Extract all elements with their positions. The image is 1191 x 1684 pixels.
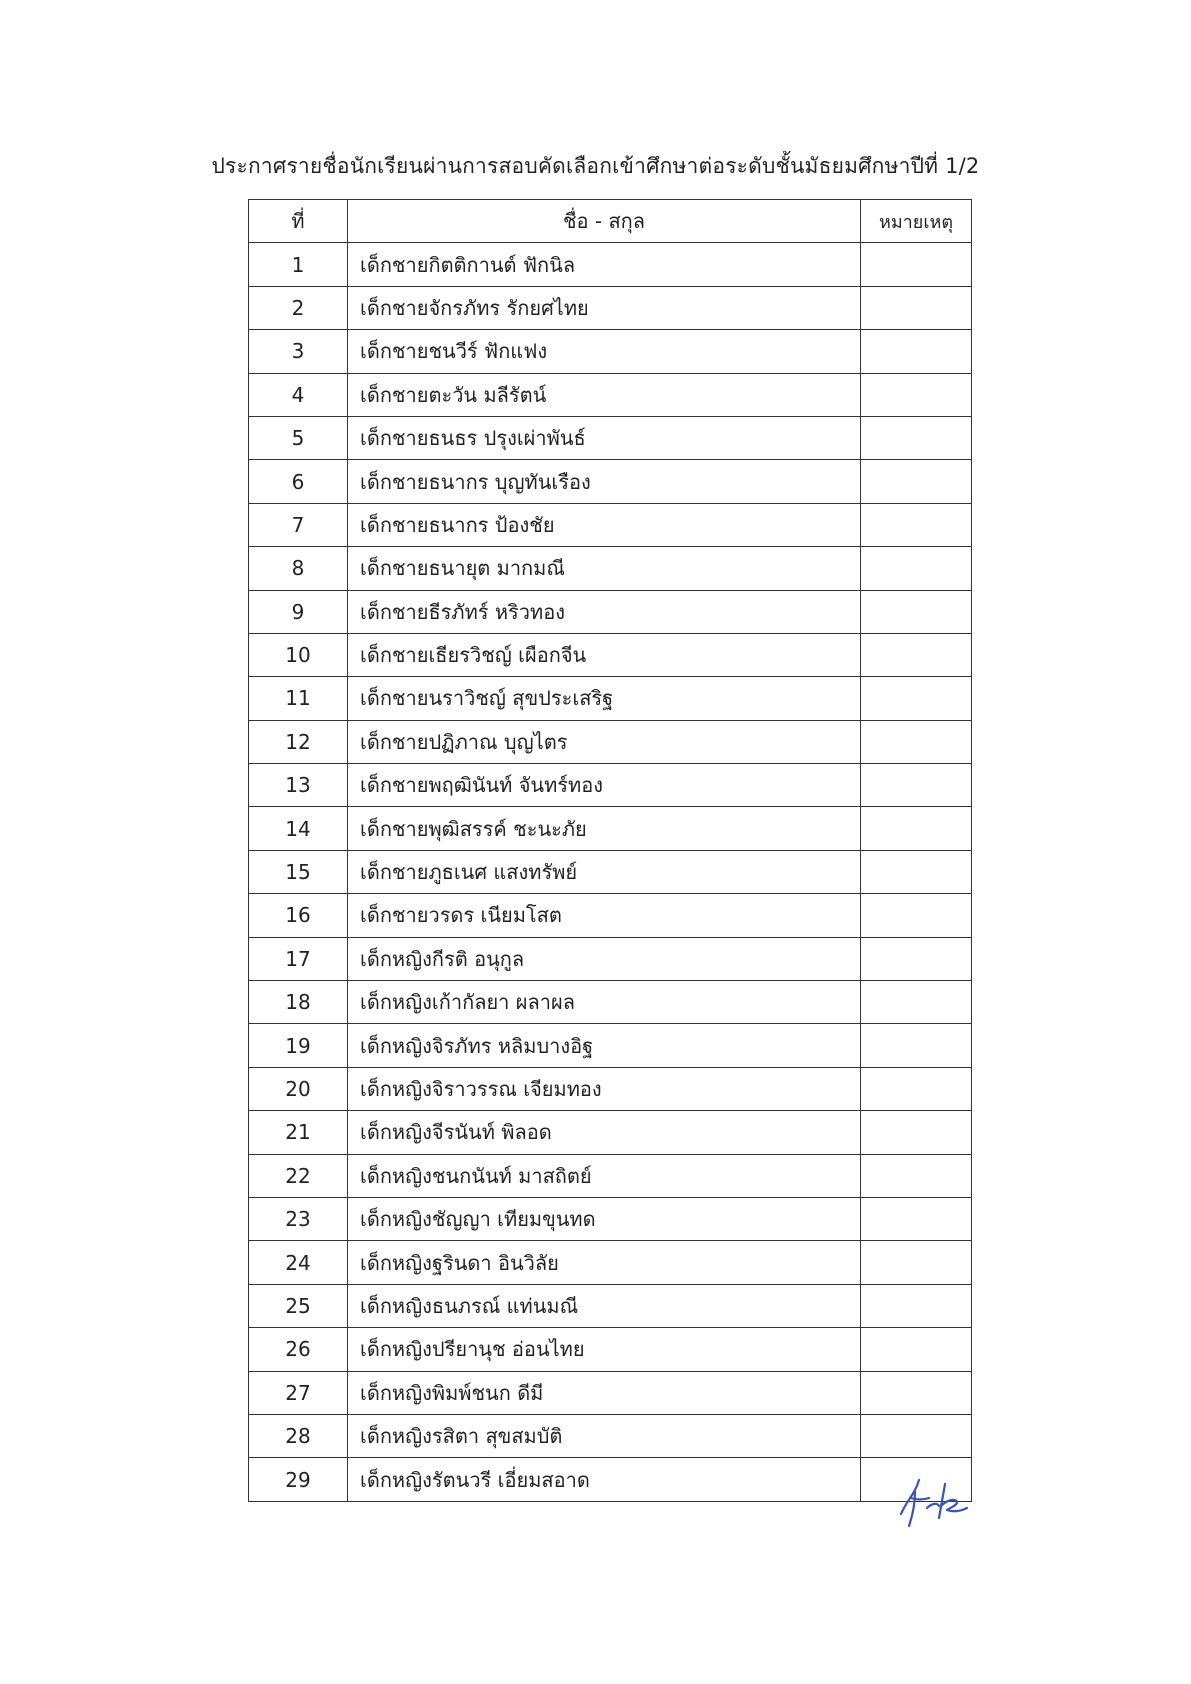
row-no: 13 [249,764,348,807]
row-no: 22 [249,1154,348,1197]
row-note [861,590,972,633]
row-note [861,547,972,590]
row-name: เด็กชายธนธร ปรุงเผ่าพันธ์ [348,416,861,459]
row-note [861,1154,972,1197]
row-note [861,503,972,546]
row-note [861,1197,972,1240]
table-row [249,1197,972,1240]
row-name: เด็กหญิงชนกนันท์ มาสถิตย์ [348,1154,861,1197]
page-title: ประกาศรายชื่อนักเรียนผ่านการสอบคัดเลือกเข้าศึกษาต่อระดับชั้นมัธยมศึกษาปีที่ 1/2 [211,154,980,178]
row-note [861,416,972,459]
table-row [249,1067,972,1110]
row-note [861,850,972,893]
row-name: เด็กชายกิตติกานต์ ฟักนิล [348,243,861,286]
row-no: 16 [249,894,348,937]
signature-mark [893,1470,973,1530]
row-note [861,807,972,850]
row-note [861,373,972,416]
row-note [861,937,972,980]
table-row [249,764,972,807]
row-no: 19 [249,1024,348,1067]
table-row [249,330,972,373]
row-name: เด็กชายเธียรวิชญ์ เผือกจีน [348,633,861,676]
row-name: เด็กหญิงปรียานุช อ่อนไทย [348,1328,861,1371]
row-no: 29 [249,1458,348,1501]
table-row [249,894,972,937]
row-no: 9 [249,590,348,633]
row-name: เด็กหญิงกีรติ อนุกูล [348,937,861,980]
table-row [249,1154,972,1197]
row-name: เด็กหญิงพิมพ์ชนก ดีมี [348,1371,861,1414]
row-note [861,243,972,286]
row-name: เด็กชายภูธเนศ แสงทรัพย์ [348,850,861,893]
row-note [861,764,972,807]
table-row [249,850,972,893]
table-row [249,981,972,1024]
row-name: เด็กชายธีรภัทร์ หริวทอง [348,590,861,633]
row-no: 6 [249,460,348,503]
row-no: 21 [249,1111,348,1154]
row-no: 23 [249,1197,348,1240]
row-name: เด็กชายจักรภัทร รักยศไทย [348,286,861,329]
table-row [249,1458,972,1501]
row-no: 27 [249,1371,348,1414]
row-name: เด็กชายพฤฒินันท์ จันทร์ทอง [348,764,861,807]
row-no: 24 [249,1241,348,1284]
table-row [249,590,972,633]
row-name: เด็กหญิงจิราวรรณ เจียมทอง [348,1067,861,1110]
row-note [861,894,972,937]
row-note [861,1241,972,1284]
table-row [249,243,972,286]
table-row [249,1111,972,1154]
header-name: ชื่อ - สกุล [348,200,861,243]
row-name: เด็กชายธนายุต มากมณี [348,547,861,590]
table-row [249,807,972,850]
row-name: เด็กหญิงธนภรณ์ แท่นมณี [348,1284,861,1327]
table-row [249,416,972,459]
row-no: 25 [249,1284,348,1327]
row-no: 3 [249,330,348,373]
row-no: 7 [249,503,348,546]
table-row [249,286,972,329]
row-note [861,1414,972,1457]
table-row [249,503,972,546]
row-no: 18 [249,981,348,1024]
row-name: เด็กชายพุฒิสรรค์ ชะนะภัย [348,807,861,850]
row-name: เด็กชายธนากร บุญทันเรือง [348,460,861,503]
row-no: 8 [249,547,348,590]
table-header-row [249,200,972,243]
header-note: หมายเหตุ [861,200,972,243]
row-no: 4 [249,373,348,416]
table-row [249,547,972,590]
table-row [249,720,972,763]
table-row [249,1284,972,1327]
row-name: เด็กชายวรดร เนียมโสต [348,894,861,937]
row-note [861,1024,972,1067]
header-no: ที่ [249,200,348,243]
row-note [861,1328,972,1371]
row-no: 1 [249,243,348,286]
table-row [249,633,972,676]
row-note [861,981,972,1024]
row-note [861,1284,972,1327]
row-name: เด็กชายปฏิภาณ บุญไตร [348,720,861,763]
row-no: 20 [249,1067,348,1110]
table-row [249,1414,972,1457]
row-no: 12 [249,720,348,763]
row-name: เด็กหญิงชัญญา เทียมขุนทด [348,1197,861,1240]
table-row [249,460,972,503]
table-row [249,1328,972,1371]
row-no: 26 [249,1328,348,1371]
row-name: เด็กหญิงเก้ากัลยา ผลาผล [348,981,861,1024]
row-name: เด็กหญิงจิรภัทร หลิมบางอิฐ [348,1024,861,1067]
row-name: เด็กหญิงรัตนวรี เอี่ยมสอาด [348,1458,861,1501]
row-note [861,286,972,329]
row-no: 5 [249,416,348,459]
row-name: เด็กชายนราวิชญ์ สุขประเสริฐ [348,677,861,720]
row-no: 2 [249,286,348,329]
student-roster-table [248,199,972,1502]
row-name: เด็กหญิงจีรนันท์ พิลอด [348,1111,861,1154]
row-no: 17 [249,937,348,980]
row-name: เด็กชายธนากร ป้องชัย [348,503,861,546]
table-row [249,1241,972,1284]
row-no: 11 [249,677,348,720]
table-body [249,243,972,1501]
row-note [861,1111,972,1154]
row-no: 15 [249,850,348,893]
row-no: 10 [249,633,348,676]
row-note [861,460,972,503]
table-row [249,677,972,720]
table-row [249,1371,972,1414]
table-row [249,937,972,980]
row-note [861,633,972,676]
table-row [249,373,972,416]
row-name: เด็กชายตะวัน มลีรัตน์ [348,373,861,416]
row-note [861,1371,972,1414]
row-name: เด็กหญิงฐรินดา อินวิลัย [348,1241,861,1284]
row-name: เด็กชายชนวีร์ ฟักแฟง [348,330,861,373]
row-note [861,1067,972,1110]
row-note [861,677,972,720]
row-no: 14 [249,807,348,850]
row-name: เด็กหญิงรสิตา สุขสมบัติ [348,1414,861,1457]
row-no: 28 [249,1414,348,1457]
table-row [249,1024,972,1067]
row-note [861,330,972,373]
row-note [861,720,972,763]
